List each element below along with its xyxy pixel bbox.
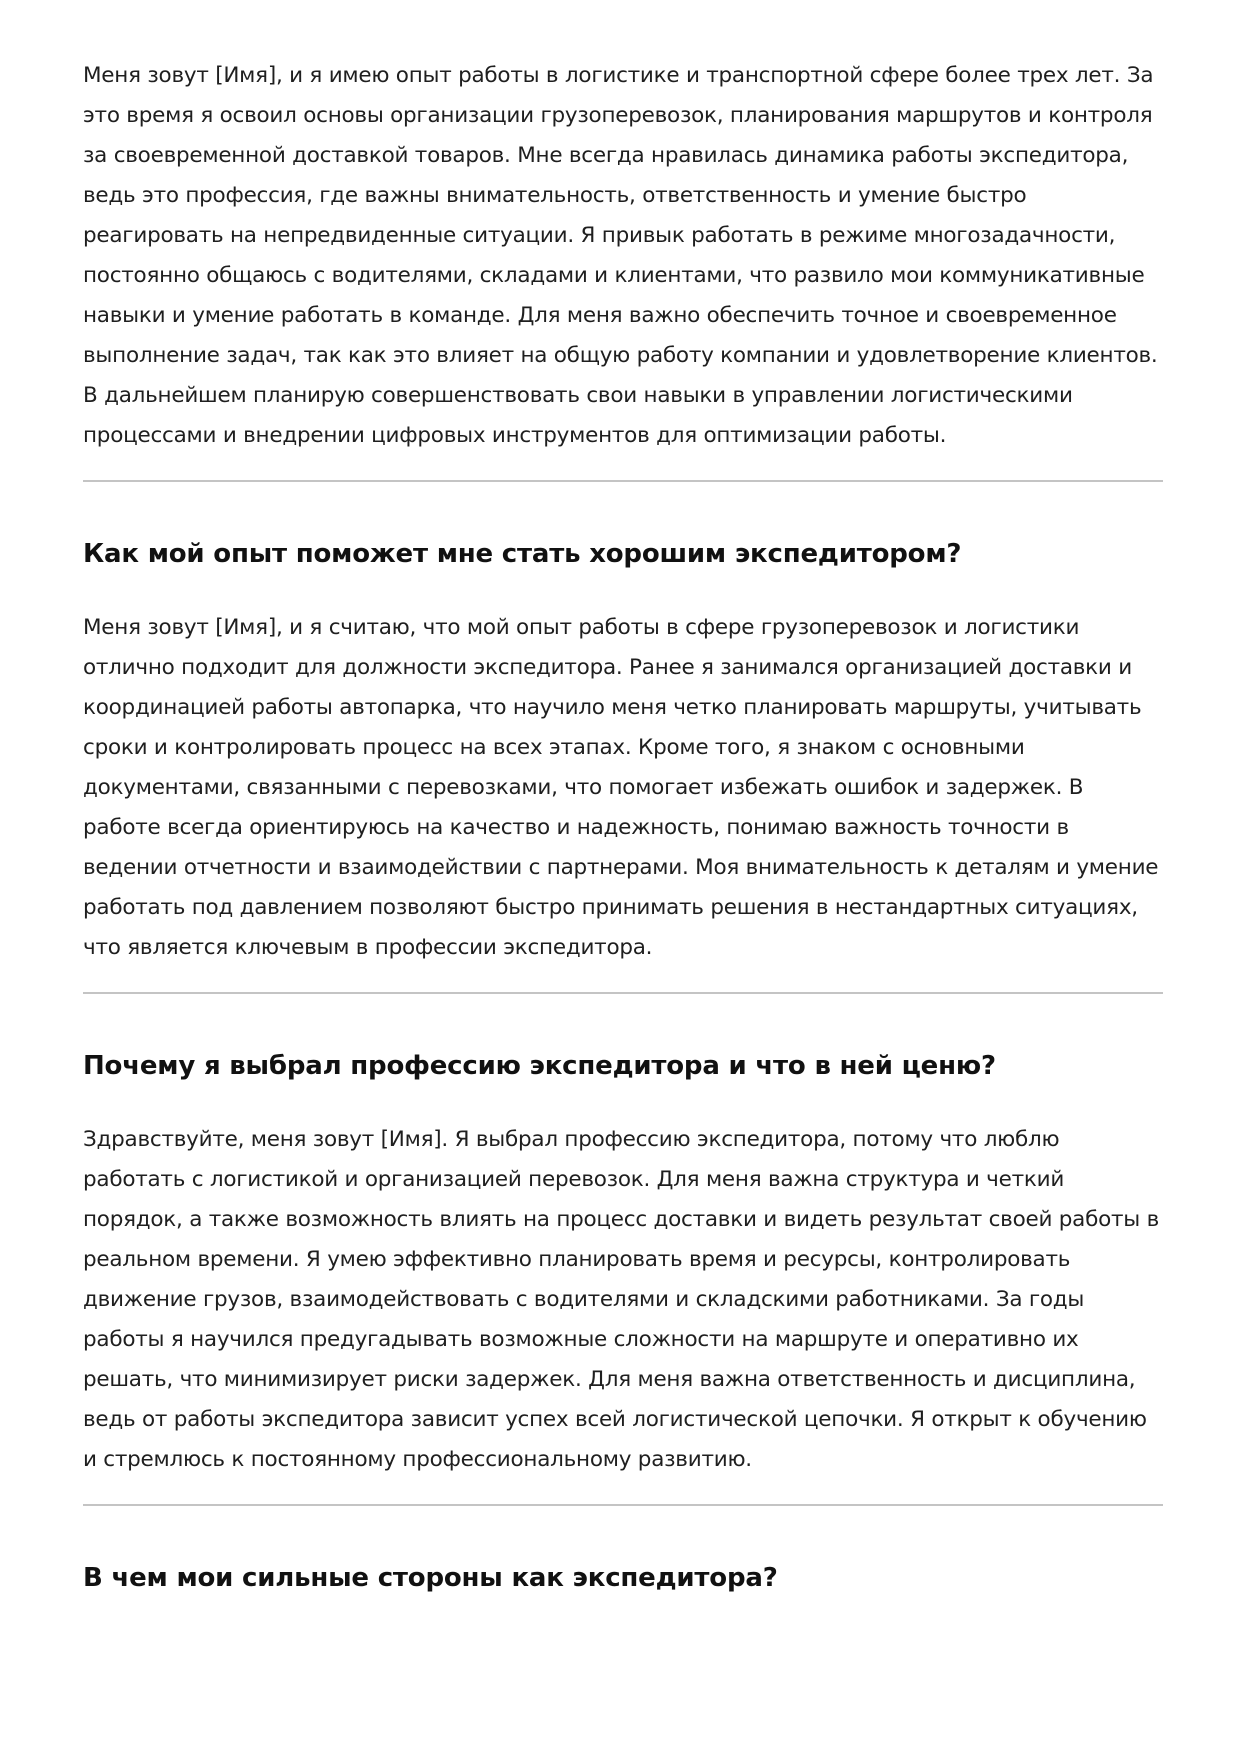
document-page — [83, 56, 1163, 1598]
section-divider — [83, 1504, 1163, 1506]
section-paragraph: Меня зовут [Имя], и я считаю, что мой опыт работы в сфере грузоперевозок и логистики отлично подходит для должности экспедитора. Ранее я занимался организацией доставки и координацией работы автопарка, что научило меня четко планировать маршруты, учитывать сроки и контролировать процесс на всех этапах. Кроме того, я знаком с основными документами, связанными с перевозками, что помогает избежать ошибок и задержек. В работе всегда ориентируюсь на качество и надежность, понимаю важность точности в ведении отчетности и взаимодействии с партнерами. Моя внимательность к деталям и умение работать под давлением позволяют быстро принимать решения в нестандартных ситуациях, что является ключевым в профессии экспедитора. — [83, 615, 1159, 960]
section-why-profession — [83, 1046, 1163, 1506]
section-heading: В чем мои сильные стороны как экспедитора? — [83, 1563, 778, 1593]
section-paragraph: Здравствуйте, меня зовут [Имя]. Я выбрал профессию экспедитора, потому что люблю работать с логистикой и организацией перевозок. Для меня важна структура и четкий порядок, а также возможность влиять на процесс доставки и видеть результат своей работы в реальном времени. Я умею эффективно планировать время и ресурсы, контролировать движение грузов, взаимодействовать с водителями и складскими работниками. За годы работы я научился предугадывать возможные сложности на маршруте и оперативно их решать, что минимизирует риски задержек. Для меня важна ответственность и дисциплина, ведь от работы экспедитора зависит успех всей логистической цепочки. Я открыт к обучению и стремлюсь к постоянному профессиональному развитию. — [83, 1127, 1160, 1472]
section-divider — [83, 992, 1163, 994]
section-divider — [83, 480, 1163, 482]
intro-paragraph: Меня зовут [Имя], и я имею опыт работы в логистике и транспортной сфере более трех лет. За это время я освоил основы организации грузоперевозок, планирования маршрутов и контроля за своевременной доставкой товаров. Мне всегда нравилась динамика работы экспедитора, ведь это профессия, где важны внимательность, ответственность и умение быстро реагировать на непредвиденные ситуации. Я привык работать в режиме многозадачности, постоянно общаюсь с водителями, складами и клиентами, что развило мои коммуникативные навыки и умение работать в команде. Для меня важно обеспечить точное и своевременное выполнение задач, так как это влияет на общую работу компании и удовлетворение клиентов. В дальнейшем планирую совершенствовать свои навыки в управлении логистическими процессами и внедрении цифровых инструментов для оптимизации работы. — [83, 63, 1158, 448]
section-heading: Почему я выбрал профессию экспедитора и что в ней ценю? — [83, 1051, 996, 1081]
section-heading: Как мой опыт поможет мне стать хорошим экспедитором? — [83, 539, 962, 569]
intro-section — [83, 56, 1163, 482]
section-strengths — [83, 1558, 1163, 1598]
section-experience — [83, 534, 1163, 994]
